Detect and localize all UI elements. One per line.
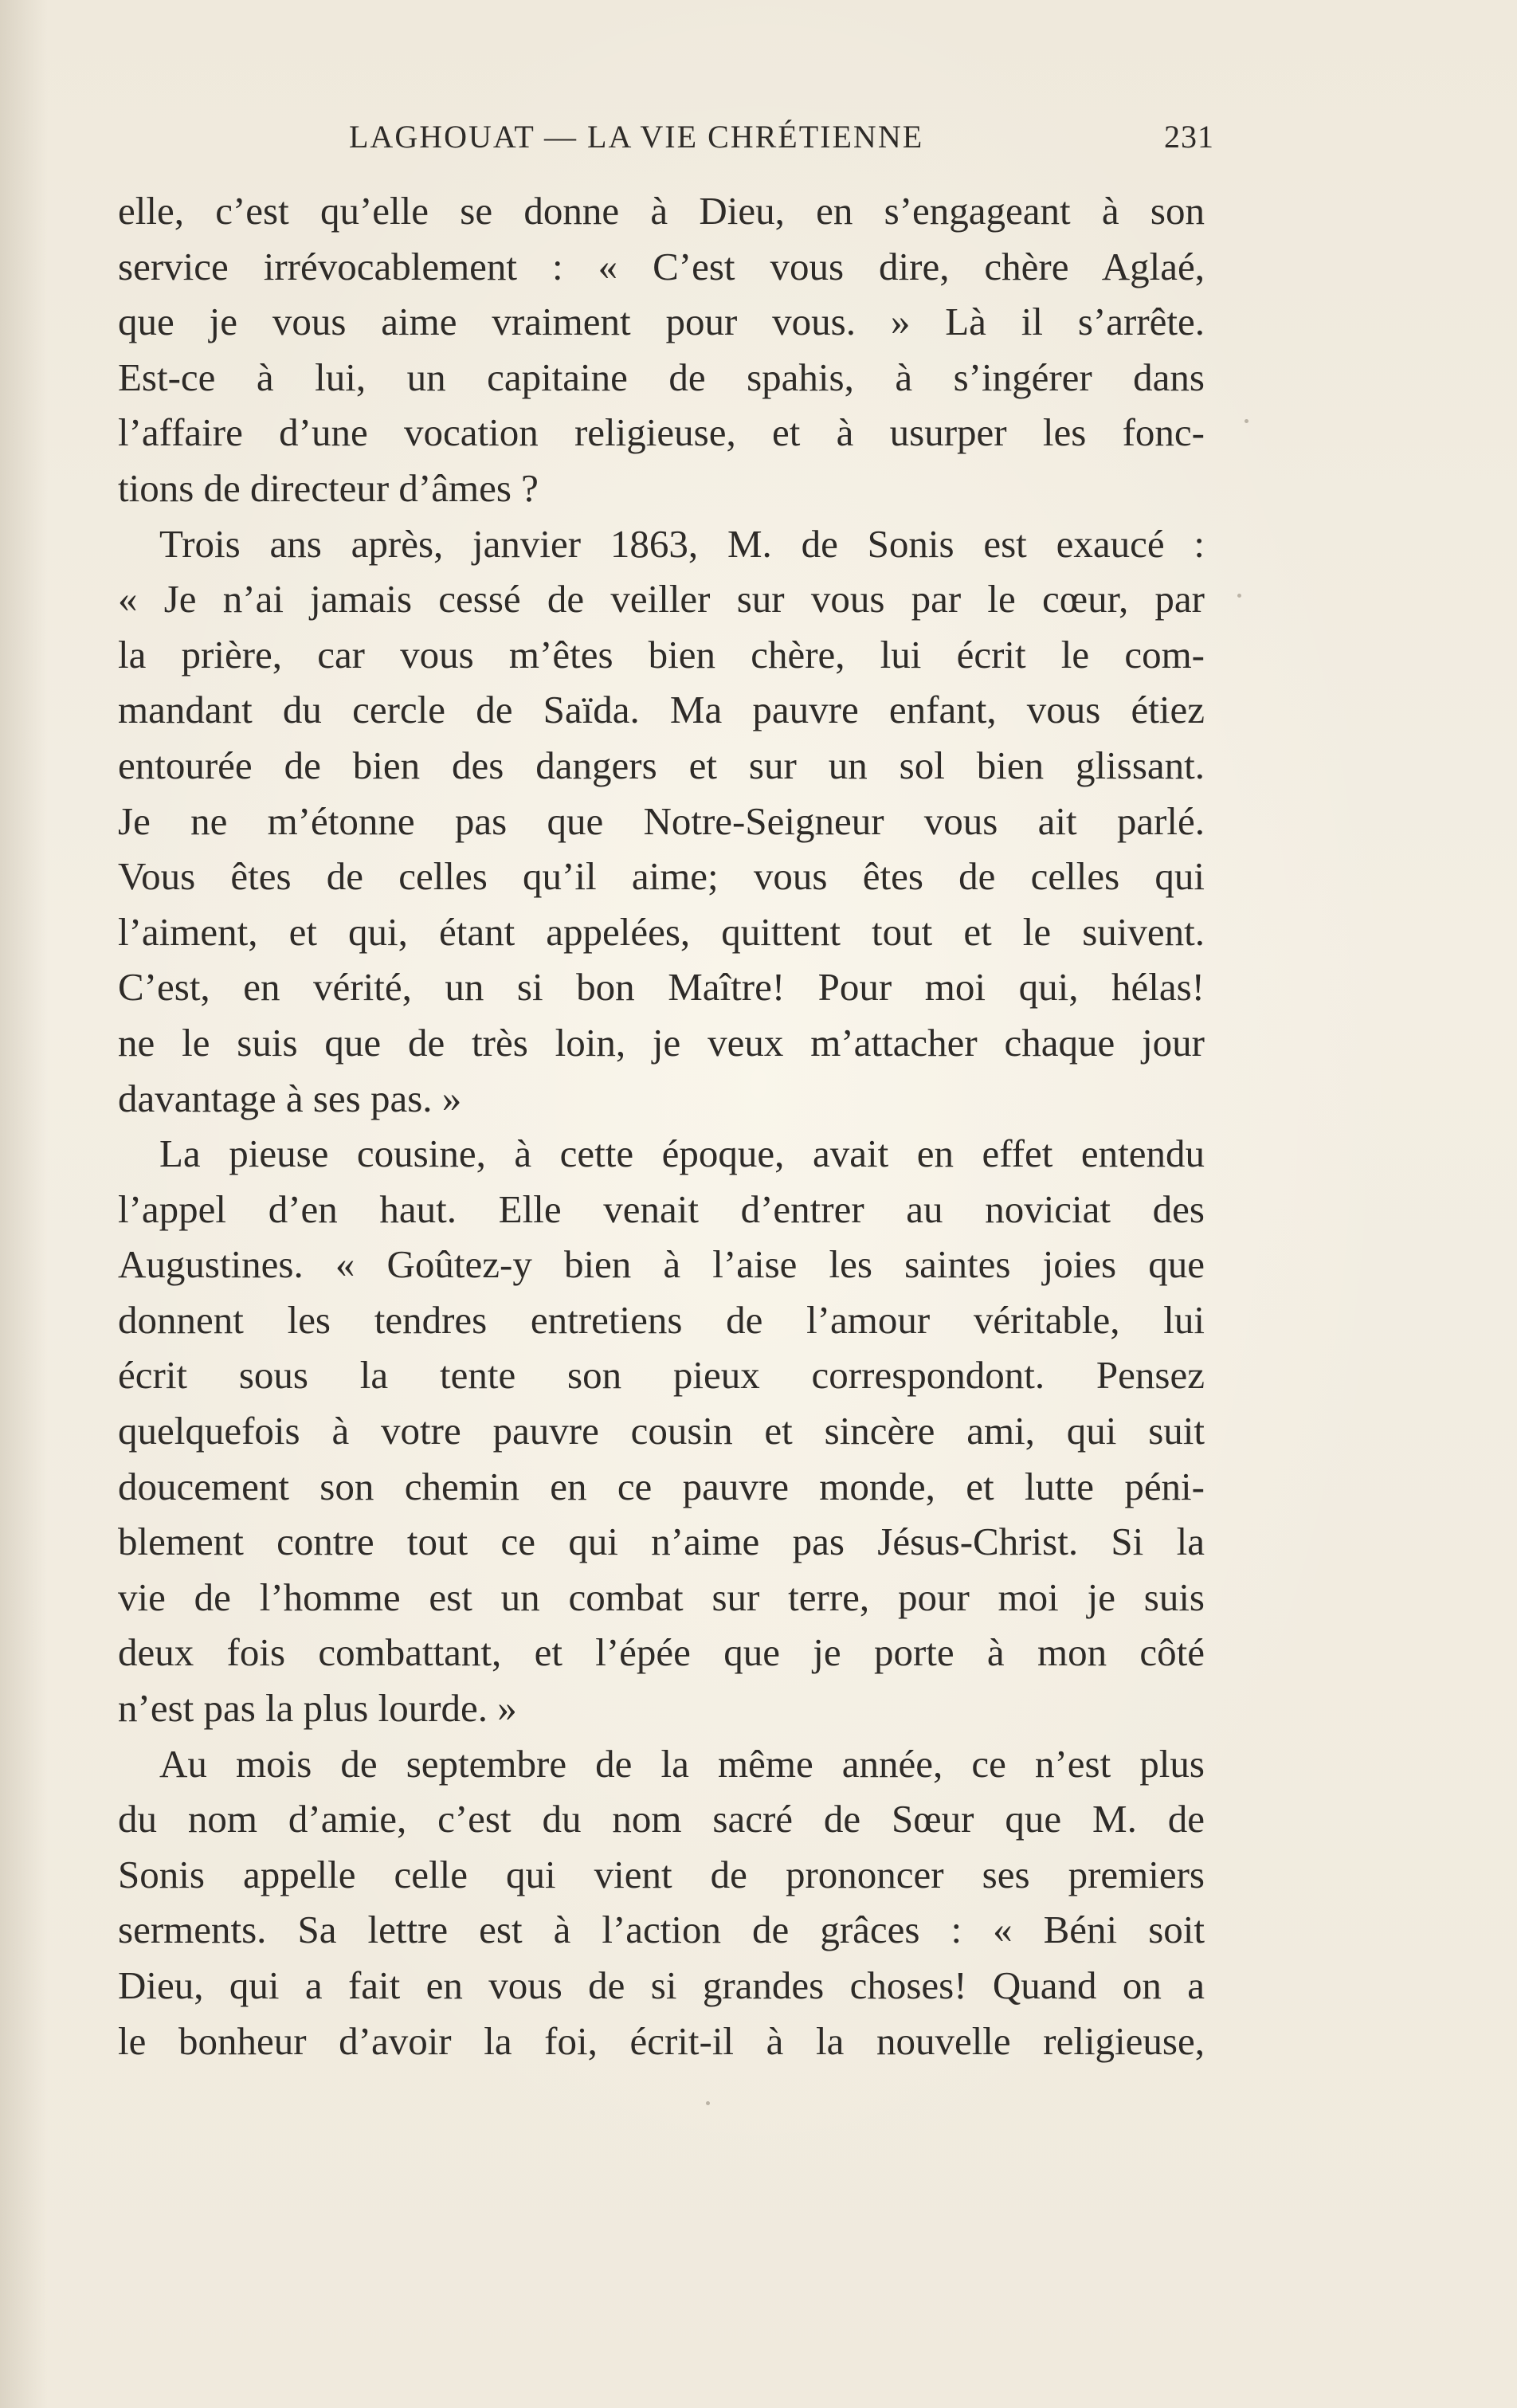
text-line: mandant du cercle de Saïda. Ma pauvre enfant, vous étiez [118,688,1205,732]
paper-speck [706,2101,710,2105]
text-line: l’aiment, et qui, étant appelées, quittent tout et le suivent. [118,909,1205,954]
text-line: elle, c’est qu’elle se donne à Dieu, en s’engageant à son [118,189,1205,233]
text-line: Trois ans après, janvier 1863, M. de Sonis est exaucé : [159,521,1205,566]
page-number: 231 [1164,119,1214,155]
text-line: écrit sous la tente son pieux correspondont. Pensez [118,1353,1205,1398]
text-line: l’appel d’en haut. Elle venait d’entrer au noviciat des [118,1186,1205,1231]
text-line: « Je n’ai jamais cessé de veiller sur vous par le cœur, par [118,577,1205,622]
text-line: la prière, car vous m’êtes bien chère, lui écrit le com- [118,632,1205,677]
text-line: Sonis appelle celle qui vient de prononcer ses premiers [118,1852,1205,1896]
text-line: n’est pas la plus lourde. » [118,1686,517,1731]
text-line: davantage à ses pas. » [118,1076,462,1120]
running-head [118,118,1214,158]
text-line: Vous êtes de celles qu’il aime; vous êtes de celles qui [118,854,1205,899]
text-line: que je vous aime vraiment pour vous. » Là il s’arrête. [118,300,1205,344]
text-line: blement contre tout ce qui n’aime pas Jésus-Christ. Si la [118,1520,1205,1564]
text-line: Au mois de septembre de la même année, ce n’est plus [159,1741,1205,1786]
text-line: serments. Sa lettre est à l’action de grâces : « Béni soit [118,1908,1205,1952]
text-line: Augustines. « Goûtez-y bien à l’aise les saintes joies que [118,1242,1205,1287]
paper-speck [1237,594,1241,598]
text-line: La pieuse cousine, à cette époque, avait en effet entendu [159,1131,1205,1176]
spine-shadow [0,0,48,2408]
running-title: LAGHOUAT — LA VIE CHRÉTIENNE [349,119,924,155]
text-line: Je ne m’étonne pas que Notre-Seigneur vous ait parlé. [118,798,1205,843]
text-line: doucement son chemin en ce pauvre monde, et lutte péni- [118,1464,1205,1508]
text-line: entourée de bien des dangers et sur un sol bien glissant. [118,743,1205,787]
text-line: quelquefois à votre pauvre cousin et sincère ami, qui suit [118,1409,1205,1453]
text-line: vie de l’homme est un combat sur terre, pour moi je suis [118,1575,1205,1619]
text-line: donnent les tendres entretiens de l’amour véritable, lui [118,1297,1205,1342]
text-line: C’est, en vérité, un si bon Maître! Pour moi qui, hélas! [118,965,1205,1010]
text-line: le bonheur d’avoir la foi, écrit-il à la nouvelle religieuse, [118,2018,1205,2063]
text-line: Dieu, qui a fait en vous de si grandes choses! Quand on a [118,1963,1205,2007]
text-line: ne le suis que de très loin, je veux m’attacher chaque jour [118,1020,1205,1065]
body-text [118,183,1205,2069]
text-line: service irrévocablement : « C’est vous dire, chère Aglaé, [118,244,1205,288]
text-line: deux fois combattant, et l’épée que je porte à mon côté [118,1630,1205,1675]
text-line: Est-ce à lui, un capitaine de spahis, à s’ingérer dans [118,355,1205,399]
text-line: l’affaire d’une vocation religieuse, et à usurper les fonc- [118,410,1205,455]
paper-speck [1245,419,1248,423]
text-line: du nom d’amie, c’est du nom sacré de Sœur que M. de [118,1797,1205,1841]
text-line: tions de directeur d’âmes ? [118,465,539,510]
